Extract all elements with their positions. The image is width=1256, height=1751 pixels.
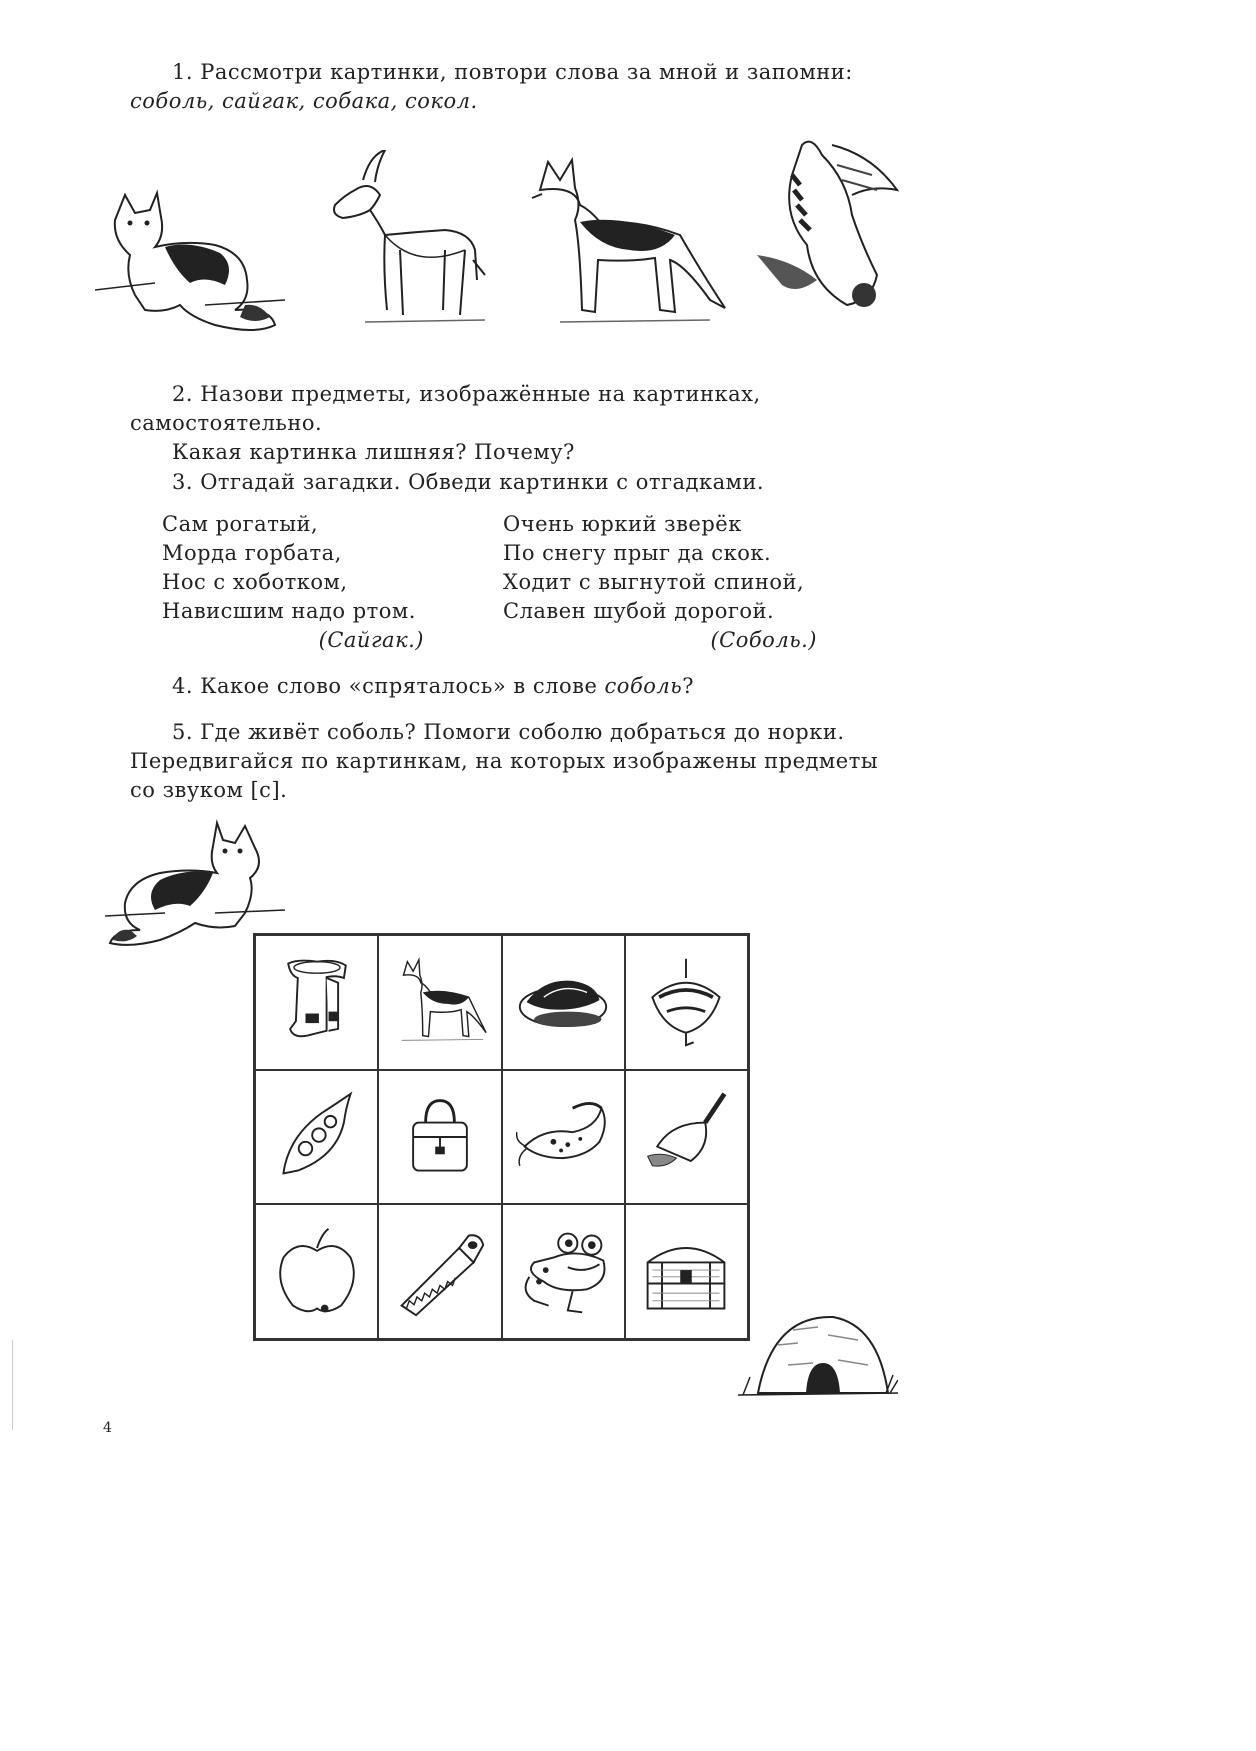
scoop-icon: [638, 1089, 734, 1185]
task-3-text: 3. Отгадай загадки. Обведи картинки с отгадками.: [172, 470, 765, 494]
scan-edge: [12, 1340, 13, 1430]
task-4-word: соболь: [604, 674, 683, 698]
maze-cell-scoop[interactable]: [625, 1070, 748, 1205]
maze-cell-saw[interactable]: [378, 1204, 501, 1339]
riddle-right: [503, 510, 823, 655]
task-3: [130, 468, 910, 497]
chest-icon: [638, 1224, 734, 1320]
task-5: [130, 718, 910, 805]
task-4: [130, 672, 910, 701]
riddle-right-line: Очень юркий зверёк: [503, 512, 742, 536]
task-1: [130, 58, 910, 116]
dog-icon: [520, 150, 730, 330]
riddle-right-line: Славен шубой дорогой.: [503, 599, 775, 623]
slippers-icon: [515, 954, 611, 1050]
riddle-left-line: Сам рогатый,: [162, 512, 319, 536]
maze-cell-dog[interactable]: [378, 935, 501, 1070]
bag-icon: [392, 1089, 488, 1185]
riddle-left-line: Нависшим надо ртом.: [162, 599, 416, 623]
riddle-left: [162, 510, 432, 655]
riddle-right-line: По снегу прыг да скок.: [503, 541, 772, 565]
page-number: 4: [103, 1420, 112, 1436]
maze-cell-apple[interactable]: [255, 1204, 378, 1339]
maze-cell-slippers[interactable]: [502, 935, 625, 1070]
peas-icon: [269, 1089, 365, 1185]
task-2: [130, 380, 910, 438]
maze-cell-bag[interactable]: [378, 1070, 501, 1205]
task-2-line2: Какая картинка лишняя? Почему?: [172, 440, 575, 464]
riddle-left-answer: (Сайгак.): [318, 628, 424, 652]
maze-grid: [253, 933, 750, 1341]
task-4-end: ?: [682, 674, 694, 698]
maze-cell-frog[interactable]: [502, 1204, 625, 1339]
maze-cell-chest[interactable]: [625, 1204, 748, 1339]
riddle-right-answer: (Соболь.): [710, 628, 817, 652]
maze-cell-boots[interactable]: [255, 935, 378, 1070]
sable-start-icon: [105, 818, 285, 948]
task-1-words: соболь, сайгак, собака, сокол.: [130, 89, 478, 113]
task-4-text: 4. Какое слово «спряталось» в слове: [172, 674, 605, 698]
task-5-text: 5. Где живёт соболь? Помоги соболю добраться до норки. Передвигайся по картинкам, на которых изображены предметы со звуком [с].: [130, 720, 879, 802]
task-2-line1: 2. Назови предметы, изображённые на картинках, самостоятельно.: [130, 382, 761, 435]
riddle-right-line: Ходит с выгнутой спиной,: [503, 570, 805, 594]
task-1-text: 1. Рассмотри картинки, повтори слова за мной и запомни:: [172, 60, 853, 84]
falcon-icon: [752, 135, 912, 335]
riddle-left-line: Нос с хоботком,: [162, 570, 348, 594]
maze-cell-spinning-top[interactable]: [625, 935, 748, 1070]
maze-cell-catfish[interactable]: [502, 1070, 625, 1205]
burrow-icon: [738, 1305, 898, 1400]
maze-cell-peas[interactable]: [255, 1070, 378, 1205]
apple-icon: [269, 1224, 365, 1320]
spinning-top-icon: [638, 954, 734, 1050]
sable-icon: [95, 185, 285, 335]
riddle-left-line: Морда горбата,: [162, 541, 342, 565]
catfish-icon: [515, 1089, 611, 1185]
boots-icon: [269, 954, 365, 1050]
saw-icon: [392, 1224, 488, 1320]
saiga-icon: [325, 150, 495, 330]
dog-small-icon: [392, 954, 488, 1050]
task-2-question: [130, 438, 910, 467]
frog-icon: [515, 1224, 611, 1320]
